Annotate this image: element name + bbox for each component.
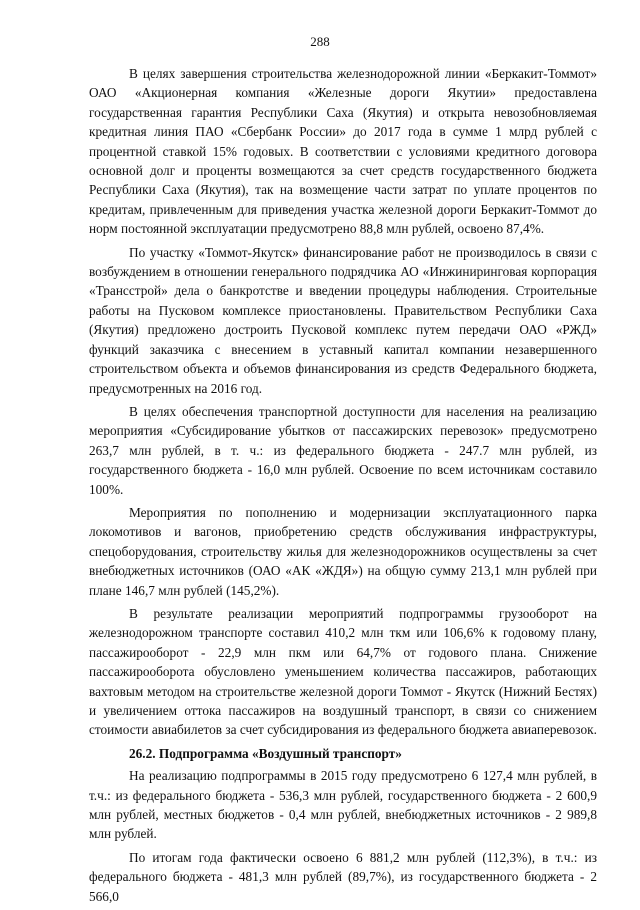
- paragraph: По участку «Томмот-Якутск» финансирование работ не производилось в связи с возбуждением в отношении генерального подрядчика АО «Инжиниринговая корпорация «Трансстрой» дела о банкротстве и введении процедуры наблюдения. Строительные работы на Пусковом комплексе приостановлены. Правительством Республики Саха (Якутия) предложено достроить Пусковой комплекс путем передачи ОАО «РЖД» функций заказчика с внесением в уставный капитал компании незавершенного строительством объекта и объемов финансирования из средств Федерального бюджета, предусмотренных на 2016 год.: [89, 244, 597, 396]
- paragraph: На реализацию подпрограммы в 2015 году предусмотрено 6 127,4 млн рублей, в т.ч.: из федерального бюджета - 536,3 млн рублей, государственного бюджета - 2 600,9 млн рублей, местных бюджетов - 0,4 млн рублей, внебюджетных источников - 2 989,8 млн рублей.: [89, 768, 597, 842]
- paragraph: Мероприятия по пополнению и модернизации эксплуатационного парка локомотивов и вагонов, приобретению средств обслуживания инфраструктуры, спецоборудования, строительству жилья для железнодорожников осуществлены за счет внебюджетных источников (ОАО «АК «ЖДЯ») на общую сумму 213,1 млн рублей при плане 146,7 млн рублей (145,2%).: [89, 504, 597, 598]
- paragraph: По итогам года фактически освоено 6 881,2 млн рублей (112,3%), в т.ч.: из федерального бюджета - 481,3 млн рублей (89,7%), из государственного бюджета - 2 566,0: [89, 849, 597, 904]
- page-body: [89, 64, 597, 910]
- paragraph: В целях обеспечения транспортной доступности для населения на реализацию мероприятия «Субсидирование убытков от пассажирских перевозок» предусмотрено 263,7 млн рублей, в т. ч.: из федерального бюджета - 247.7 млн рублей, из государственного бюджета - 16,0 млн рублей. Освоение по всем источникам составило 100%.: [89, 403, 597, 497]
- page-number: 288: [310, 34, 330, 49]
- paragraph: В целях завершения строительства железнодорожной линии «Беркакит-Томмот» ОАО «Акционерная компания «Железные дороги Якутии» предоставлена государственная гарантия Республики Саха (Якутия) и открыта невозобновляемая кредитная линия ПАО «Сбербанк России» до 2017 года в сумме 1 млрд рублей с процентной ставкой 15% годовых. В соответствии с условиями кредитного договора основной долг и проценты возмещаются за счет средств государственного бюджета Республики Саха (Якутия), так на возмещение части затрат по уплате процентов по кредитам, привлеченным для приведения участка железной дороги Беркакит-Томмот до норм постоянной эксплуатации предусмотрено 88,8 млн рублей, освоено 87,4%.: [89, 66, 597, 237]
- section-heading: 26.2. Подпрограмма «Воздушный транспорт»: [129, 745, 402, 761]
- paragraph: В результате реализации мероприятий подпрограммы грузооборот на железнодорожном транспорте составил 410,2 млн ткм или 106,6% к годовому плану, пассажирооборот - 22,9 млн пкм или 64,7% от годового плана. Снижение пассажирооборота обусловлено уменьшением количества пассажиров, работающих вахтовым методом на строительстве железной дороги Томмот - Якутск (Нижний Бестях) и увеличением оттока пассажиров на воздушный транспорт, в связи со снижением стоимости авиабилетов за счет субсидирования из федерального бюджета авиаперевозок.: [89, 605, 597, 738]
